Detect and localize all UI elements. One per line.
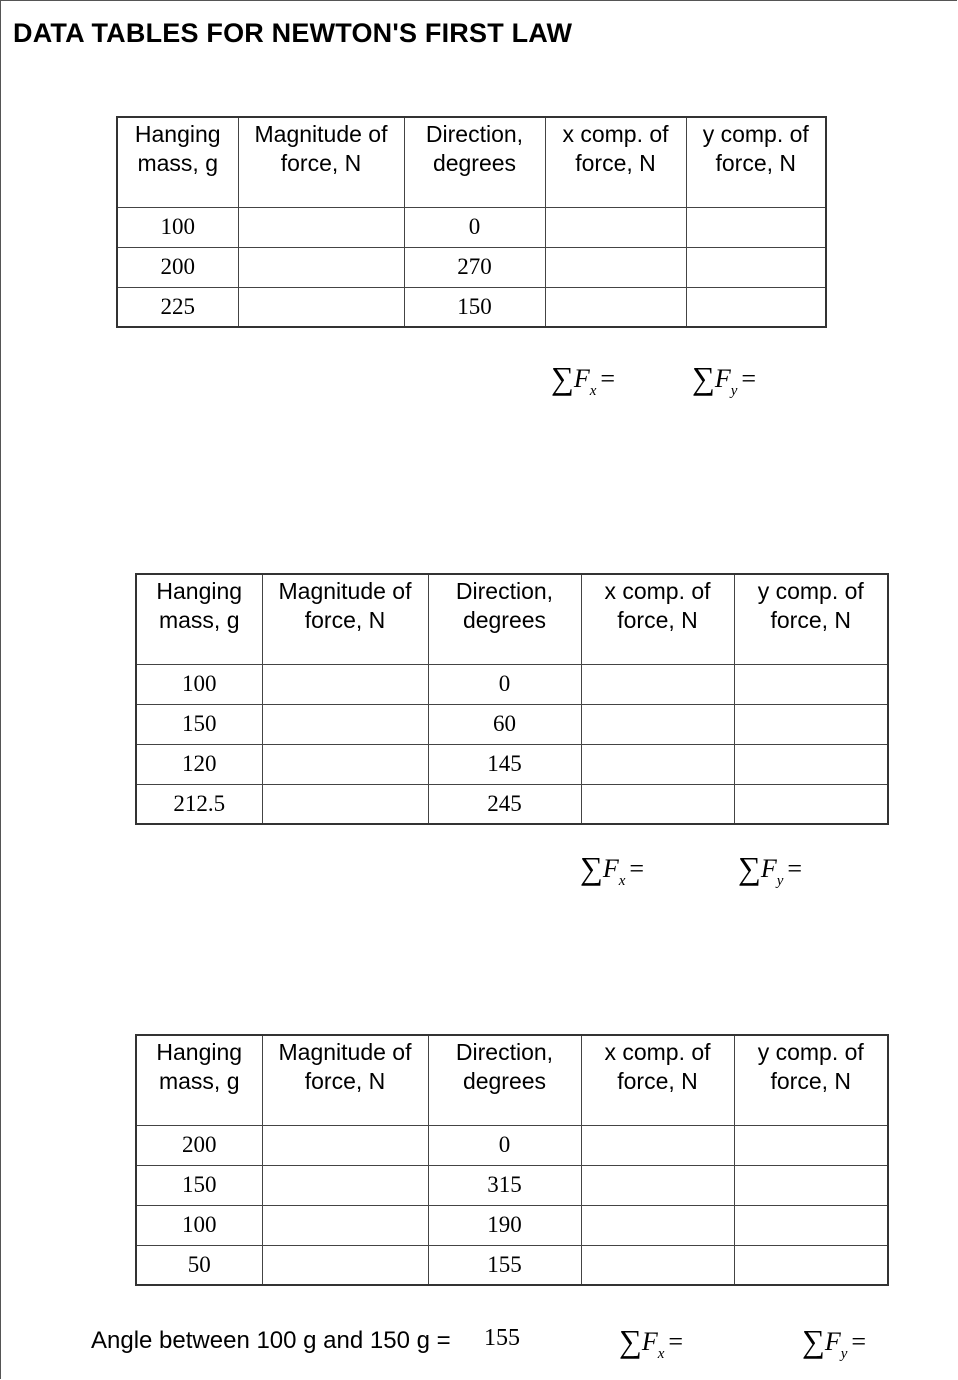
cell-mass: 200: [117, 247, 238, 287]
cell-direction: 155: [428, 1245, 581, 1285]
sum-fy-2: $\sum F_y$ =: [738, 850, 803, 889]
sigma-symbol: ∑: [619, 1323, 642, 1359]
cell-x-comp[interactable]: [581, 1165, 734, 1205]
cell-mass: 212.5: [136, 784, 262, 824]
table-row: [136, 664, 888, 704]
header-x-comp: x comp. of force, N: [581, 574, 734, 664]
sigma-symbol: ∑: [802, 1323, 825, 1359]
angle-value: 155: [484, 1325, 520, 1351]
cell-x-comp[interactable]: [581, 664, 734, 704]
cell-mass: 100: [136, 1205, 262, 1245]
header-hanging-mass: Hanging mass, g: [136, 574, 262, 664]
table-row: [136, 744, 888, 784]
cell-direction: 315: [428, 1165, 581, 1205]
cell-y-comp[interactable]: [686, 207, 826, 247]
cell-y-comp[interactable]: [734, 1125, 888, 1165]
header-magnitude: Magnitude of force, N: [262, 1035, 428, 1125]
header-y-comp: y comp. of force, N: [734, 1035, 888, 1125]
sigma-symbol: ∑: [692, 360, 715, 396]
header-direction: Direction, degrees: [404, 117, 545, 207]
table-row: [136, 1165, 888, 1205]
cell-direction: 270: [404, 247, 545, 287]
header-direction: Direction, degrees: [428, 574, 581, 664]
cell-magnitude[interactable]: [262, 1125, 428, 1165]
cell-x-comp[interactable]: [581, 1245, 734, 1285]
cell-direction: 0: [428, 1125, 581, 1165]
header-hanging-mass: Hanging mass, g: [136, 1035, 262, 1125]
table-row: [136, 1245, 888, 1285]
cell-mass: 100: [136, 664, 262, 704]
cell-mass: 100: [117, 207, 238, 247]
cell-x-comp[interactable]: [545, 247, 686, 287]
cell-magnitude[interactable]: [262, 704, 428, 744]
cell-x-comp[interactable]: [545, 207, 686, 247]
cell-y-comp[interactable]: [734, 1245, 888, 1285]
data-table-3: [135, 1034, 889, 1286]
header-direction: Direction, degrees: [428, 1035, 581, 1125]
cell-y-comp[interactable]: [734, 1205, 888, 1245]
cell-magnitude[interactable]: [262, 664, 428, 704]
cell-x-comp[interactable]: [581, 1125, 734, 1165]
table-row: [136, 784, 888, 824]
cell-x-comp[interactable]: [581, 704, 734, 744]
table-header-row: [136, 1035, 888, 1125]
cell-y-comp[interactable]: [734, 1165, 888, 1205]
header-magnitude: Magnitude of force, N: [238, 117, 404, 207]
cell-y-comp[interactable]: [686, 287, 826, 327]
sum-fy-3: $\sum F_y$ =: [802, 1323, 867, 1362]
table-row: [117, 287, 826, 327]
cell-mass: 150: [136, 704, 262, 744]
cell-mass: 50: [136, 1245, 262, 1285]
sum-fx-3: $\sum F_x$ =: [619, 1323, 684, 1362]
angle-label: Angle between 100 g and 150 g =: [91, 1327, 451, 1354]
cell-direction: 245: [428, 784, 581, 824]
header-magnitude: Magnitude of force, N: [262, 574, 428, 664]
cell-magnitude[interactable]: [262, 1165, 428, 1205]
sum-fx-2: $\sum F_x$ =: [580, 850, 645, 889]
cell-magnitude[interactable]: [262, 1245, 428, 1285]
data-table-1: [116, 116, 827, 328]
cell-magnitude[interactable]: [262, 1205, 428, 1245]
table-header-row: [117, 117, 826, 207]
cell-direction: 0: [404, 207, 545, 247]
cell-direction: 145: [428, 744, 581, 784]
cell-magnitude[interactable]: [238, 247, 404, 287]
cell-magnitude[interactable]: [262, 744, 428, 784]
header-y-comp: y comp. of force, N: [686, 117, 826, 207]
table-row: [136, 1205, 888, 1245]
cell-x-comp[interactable]: [581, 744, 734, 784]
cell-y-comp[interactable]: [734, 784, 888, 824]
cell-y-comp[interactable]: [734, 664, 888, 704]
header-x-comp: x comp. of force, N: [545, 117, 686, 207]
cell-x-comp[interactable]: [545, 287, 686, 327]
cell-direction: 0: [428, 664, 581, 704]
cell-direction: 150: [404, 287, 545, 327]
header-hanging-mass: Hanging mass, g: [117, 117, 238, 207]
cell-mass: 225: [117, 287, 238, 327]
table-row: [136, 1125, 888, 1165]
sum-fx-1: $\sum F_x$ =: [551, 360, 616, 399]
cell-direction: 60: [428, 704, 581, 744]
page-title: DATA TABLES FOR NEWTON'S FIRST LAW: [13, 18, 573, 48]
cell-mass: 150: [136, 1165, 262, 1205]
cell-magnitude[interactable]: [238, 287, 404, 327]
data-table-2: [135, 573, 889, 825]
table-row: [117, 207, 826, 247]
header-x-comp: x comp. of force, N: [581, 1035, 734, 1125]
table-row: [136, 704, 888, 744]
cell-y-comp[interactable]: [734, 704, 888, 744]
cell-y-comp[interactable]: [686, 247, 826, 287]
cell-mass: 200: [136, 1125, 262, 1165]
cell-magnitude[interactable]: [238, 207, 404, 247]
cell-x-comp[interactable]: [581, 1205, 734, 1245]
table-header-row: [136, 574, 888, 664]
sigma-symbol: ∑: [738, 850, 761, 886]
cell-direction: 190: [428, 1205, 581, 1245]
header-y-comp: y comp. of force, N: [734, 574, 888, 664]
sigma-symbol: ∑: [551, 360, 574, 396]
cell-x-comp[interactable]: [581, 784, 734, 824]
cell-mass: 120: [136, 744, 262, 784]
cell-y-comp[interactable]: [734, 744, 888, 784]
sum-fy-1: $\sum F_y$ =: [692, 360, 757, 399]
sigma-symbol: ∑: [580, 850, 603, 886]
cell-magnitude[interactable]: [262, 784, 428, 824]
table-row: [117, 247, 826, 287]
